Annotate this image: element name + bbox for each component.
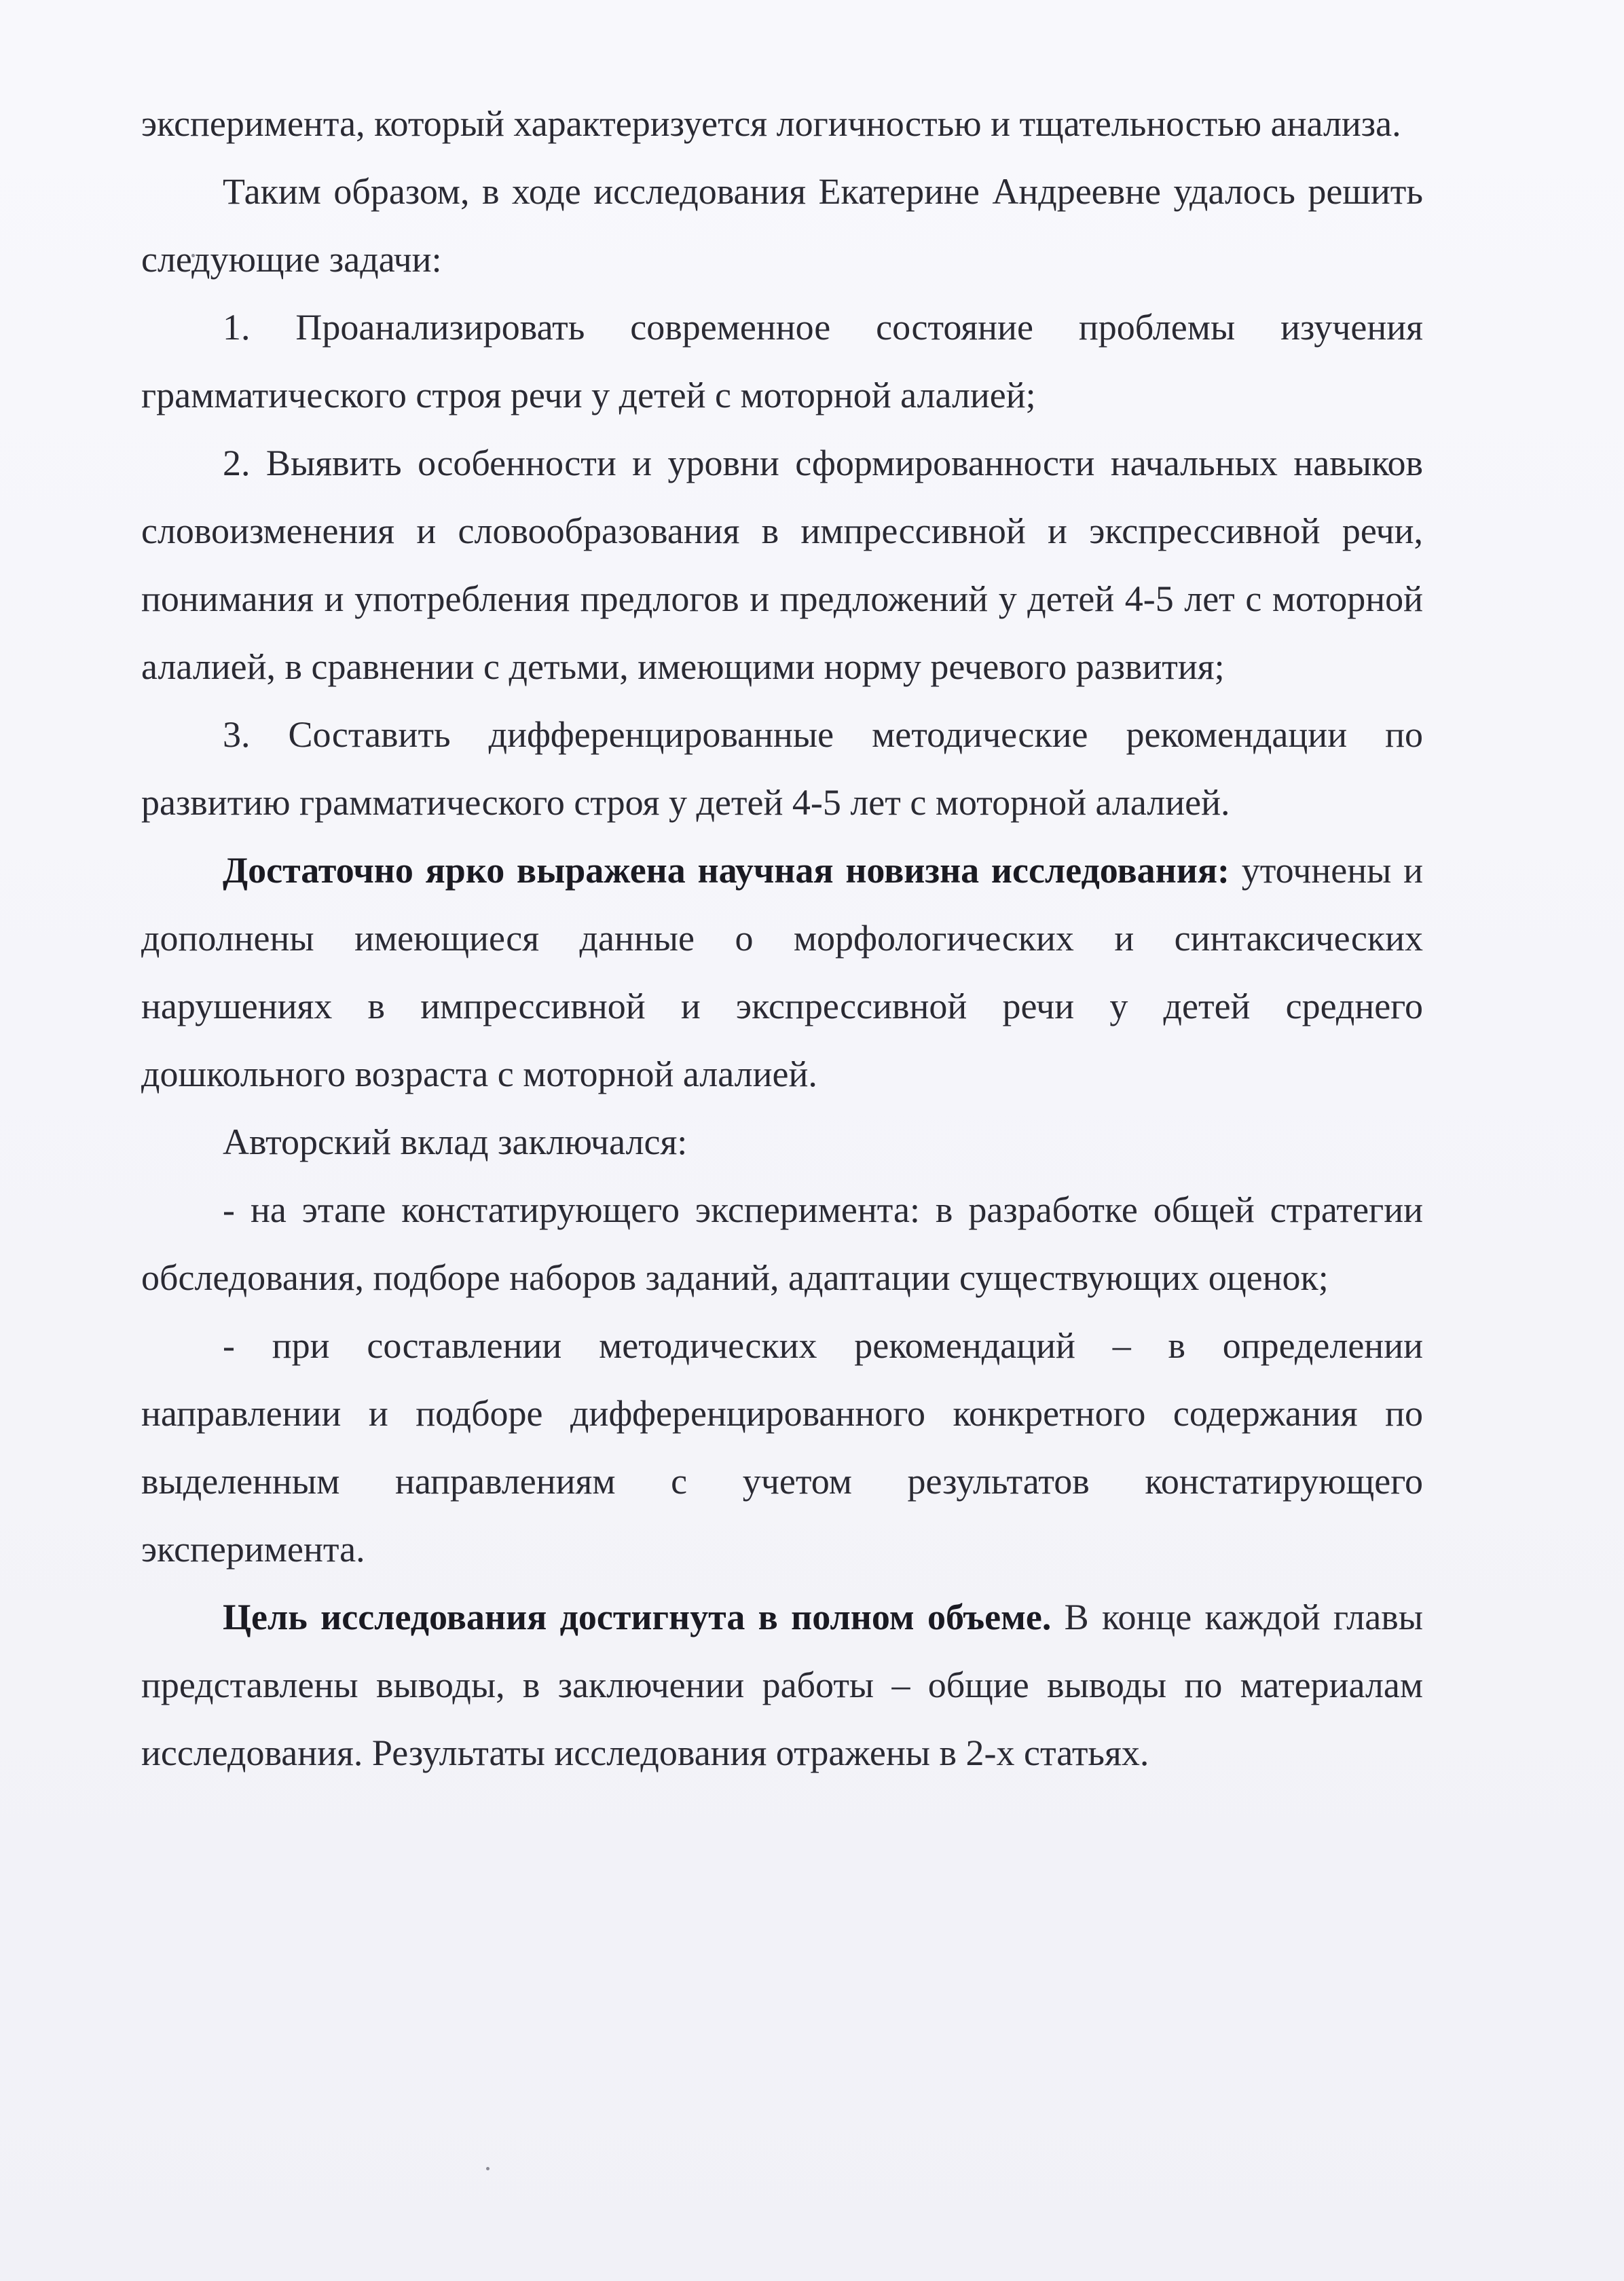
paragraph-tasks-intro bbox=[141, 157, 1423, 293]
paragraph-text: 3. Составить дифференцированные методические рекомендации по развитию грамматического строя у детей 4-5 лет с моторной алалией. bbox=[141, 714, 1423, 823]
paragraph-text: 1. Проанализировать современное состояние проблемы изучения грамматического строя речи у детей с моторной алалией; bbox=[141, 307, 1423, 415]
paragraph-text: эксперимента, который характеризуется логичностью и тщательностью анализа. bbox=[141, 103, 1401, 144]
paragraph-experiment-analysis bbox=[141, 90, 1423, 157]
document-text bbox=[141, 90, 1423, 1787]
paragraph-bold-lead: Достаточно ярко выражена научная новизна исследования: bbox=[223, 850, 1230, 891]
paragraph-text: - при составлении методических рекомендаций – в определении направлении и подборе дифференцированного конкретного содержания по выделенным направлениям с учетом результатов констатирующего эксперимента. bbox=[141, 1325, 1423, 1570]
paragraph-scientific-novelty bbox=[141, 836, 1423, 1108]
paragraph-text: 2. Выявить особенности и уровни сформированности начальных навыков словоизменения и словообразования в импрессивной и экспрессивной речи, понимания и употребления предлогов и предложений у детей 4-5 лет с моторной алалией, в сравнении с детьми, имеющими норму речевого развития; bbox=[141, 443, 1423, 687]
paragraph-task-1 bbox=[141, 293, 1423, 429]
paragraph-text: - на этапе констатирующего эксперимента: в разработке общей стратегии обследования, подборе наборов заданий, адаптации существующих оценок; bbox=[141, 1189, 1423, 1298]
paragraph-author-contribution bbox=[141, 1108, 1423, 1176]
paragraph-goal-achieved bbox=[141, 1583, 1423, 1787]
paragraph-text: Авторский вклад заключался: bbox=[223, 1121, 688, 1162]
paragraph-text: уточнены и дополнены имеющиеся данные о морфологических и синтаксических нарушениях в импрессивной и экспрессивной речи у детей среднего дошкольного возраста с моторной алалией. bbox=[141, 850, 1423, 1094]
scan-speck bbox=[486, 2167, 490, 2170]
paragraph-task-3 bbox=[141, 701, 1423, 836]
paragraph-contribution-experiment bbox=[141, 1176, 1423, 1312]
paragraph-bold-lead: Цель исследования достигнута в полном объеме. bbox=[223, 1597, 1052, 1637]
paragraph-task-2 bbox=[141, 429, 1423, 701]
paragraph-text: Таким образом, в ходе исследования Екатерине Андреевне удалось решить следующие задачи: bbox=[141, 171, 1423, 280]
paragraph-text: В конце каждой главы представлены выводы, в заключении работы – общие выводы по материалам исследования. Результаты исследования отражены в 2-х статьях. bbox=[141, 1597, 1423, 1773]
paragraph-contribution-recommendations bbox=[141, 1312, 1423, 1583]
